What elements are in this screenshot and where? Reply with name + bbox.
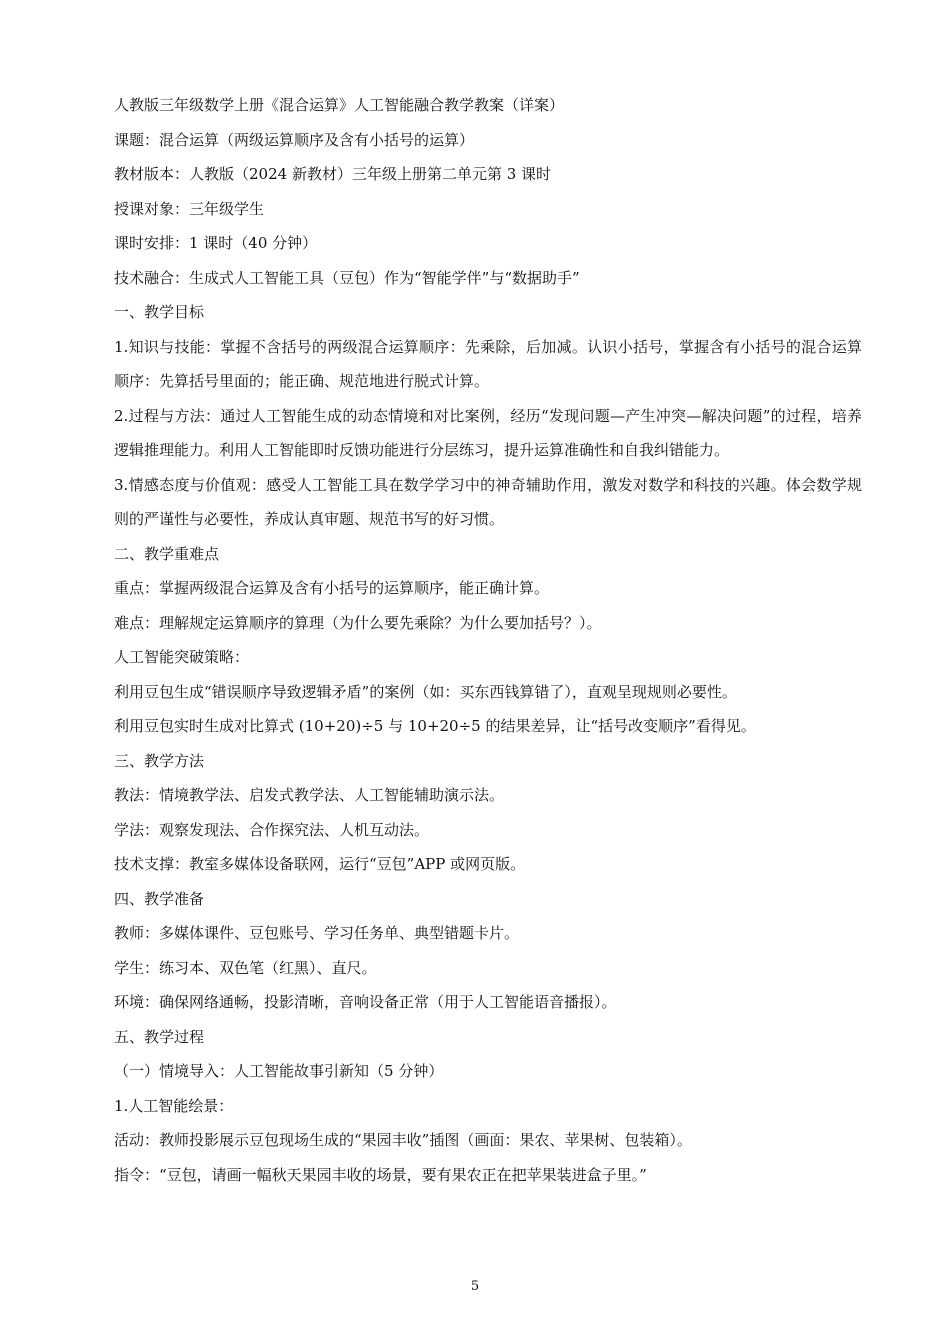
lesson-topic: 课题：混合运算（两级运算顺序及含有小括号的运算）: [114, 130, 475, 149]
technology-integration: 技术融合：生成式人工智能工具（豆包）作为“智能学伴”与“数据助手”: [114, 268, 580, 287]
class-schedule: 课时安排：1 课时（40 分钟）: [114, 234, 318, 252]
key-point: 重点：掌握两级混合运算及含有小括号的运算顺序，能正确计算。: [114, 579, 550, 597]
section-heading-process: 五、教学过程: [114, 1027, 205, 1046]
section-heading-objectives: 一、教学目标: [114, 303, 205, 321]
process-command: 指令：“豆包，请画一幅秋天果园丰收的场景，要有果农正在把苹果装进盒子里。”: [114, 1165, 647, 1184]
section-heading-methods: 三、教学方法: [114, 751, 205, 770]
ai-strategy-label: 人工智能突破策略：: [114, 648, 250, 666]
ai-strategy-item: 利用豆包生成“错误顺序导致逻辑矛盾”的案例（如：买东西钱算错了），直观呈现规则必要性。: [114, 682, 737, 701]
process-subheading: （一）情境导入：人工智能故事引新知（5 分钟）: [114, 1062, 444, 1080]
document-title: 人教版三年级数学上册《混合运算》人工智能融合教学教案（详案）: [114, 96, 565, 114]
process-item: 1.人工智能绘景：: [114, 1096, 234, 1115]
learning-method: 学法：观察发现法、合作探究法、人机互动法。: [114, 820, 430, 839]
section-heading-key-points: 二、教学重难点: [114, 544, 220, 563]
section-heading-preparation: 四、教学准备: [114, 889, 205, 908]
teacher-preparation: 教师：多媒体课件、豆包账号、学习任务单、典型错题卡片。: [114, 924, 520, 942]
environment-preparation: 环境：确保网络通畅，投影清晰，音响设备正常（用于人工智能语音播报）。: [114, 993, 617, 1011]
process-activity: 活动：教师投影展示豆包现场生成的“果园丰收”插图（画面：果农、苹果树、包装箱）。: [114, 1131, 692, 1149]
tech-support: 技术支撑：教室多媒体设备联网，运行“豆包”APP 或网页版。: [114, 855, 526, 873]
page-number: 5: [470, 1279, 480, 1294]
document-body: [114, 88, 862, 1192]
objective-attitude: 3.情感态度与价值观：感受人工智能工具在数学学习中的神奇辅助作用，激发对数学和科技的兴趣。体会数学规则的严谨性与必要性，养成认真审题、规范书写的好习惯。: [114, 475, 862, 528]
target-audience: 授课对象：三年级学生: [114, 199, 265, 218]
teaching-method: 教法：情境教学法、启发式教学法、人工智能辅助演示法。: [114, 786, 505, 804]
difficult-point: 难点：理解规定运算顺序的算理（为什么要先乘除？为什么要加括号？）。: [114, 613, 602, 632]
ai-strategy-item: 利用豆包实时生成对比算式 (10+20)÷5 与 10+20÷5 的结果差异，让“括号改变顺序”看得见。: [114, 717, 756, 735]
objective-knowledge: 1.知识与技能：掌握不含括号的两级混合运算顺序：先乘除，后加减。认识小括号，掌握含有小括号的混合运算顺序：先算括号里面的；能正确、规范地进行脱式计算。: [114, 337, 862, 390]
student-preparation: 学生：练习本、双色笔（红黑）、直尺。: [114, 958, 377, 977]
objective-process: 2.过程与方法：通过人工智能生成的动态情境和对比案例，经历“发现问题—产生冲突—解决问题”的过程，培养逻辑推理能力。利用人工智能即时反馈功能进行分层练习，提升运算准确性和自我纠错能力。: [114, 406, 862, 459]
textbook-edition: 教材版本：人教版（2024 新教材）三年级上册第二单元第 3 课时: [114, 165, 552, 183]
